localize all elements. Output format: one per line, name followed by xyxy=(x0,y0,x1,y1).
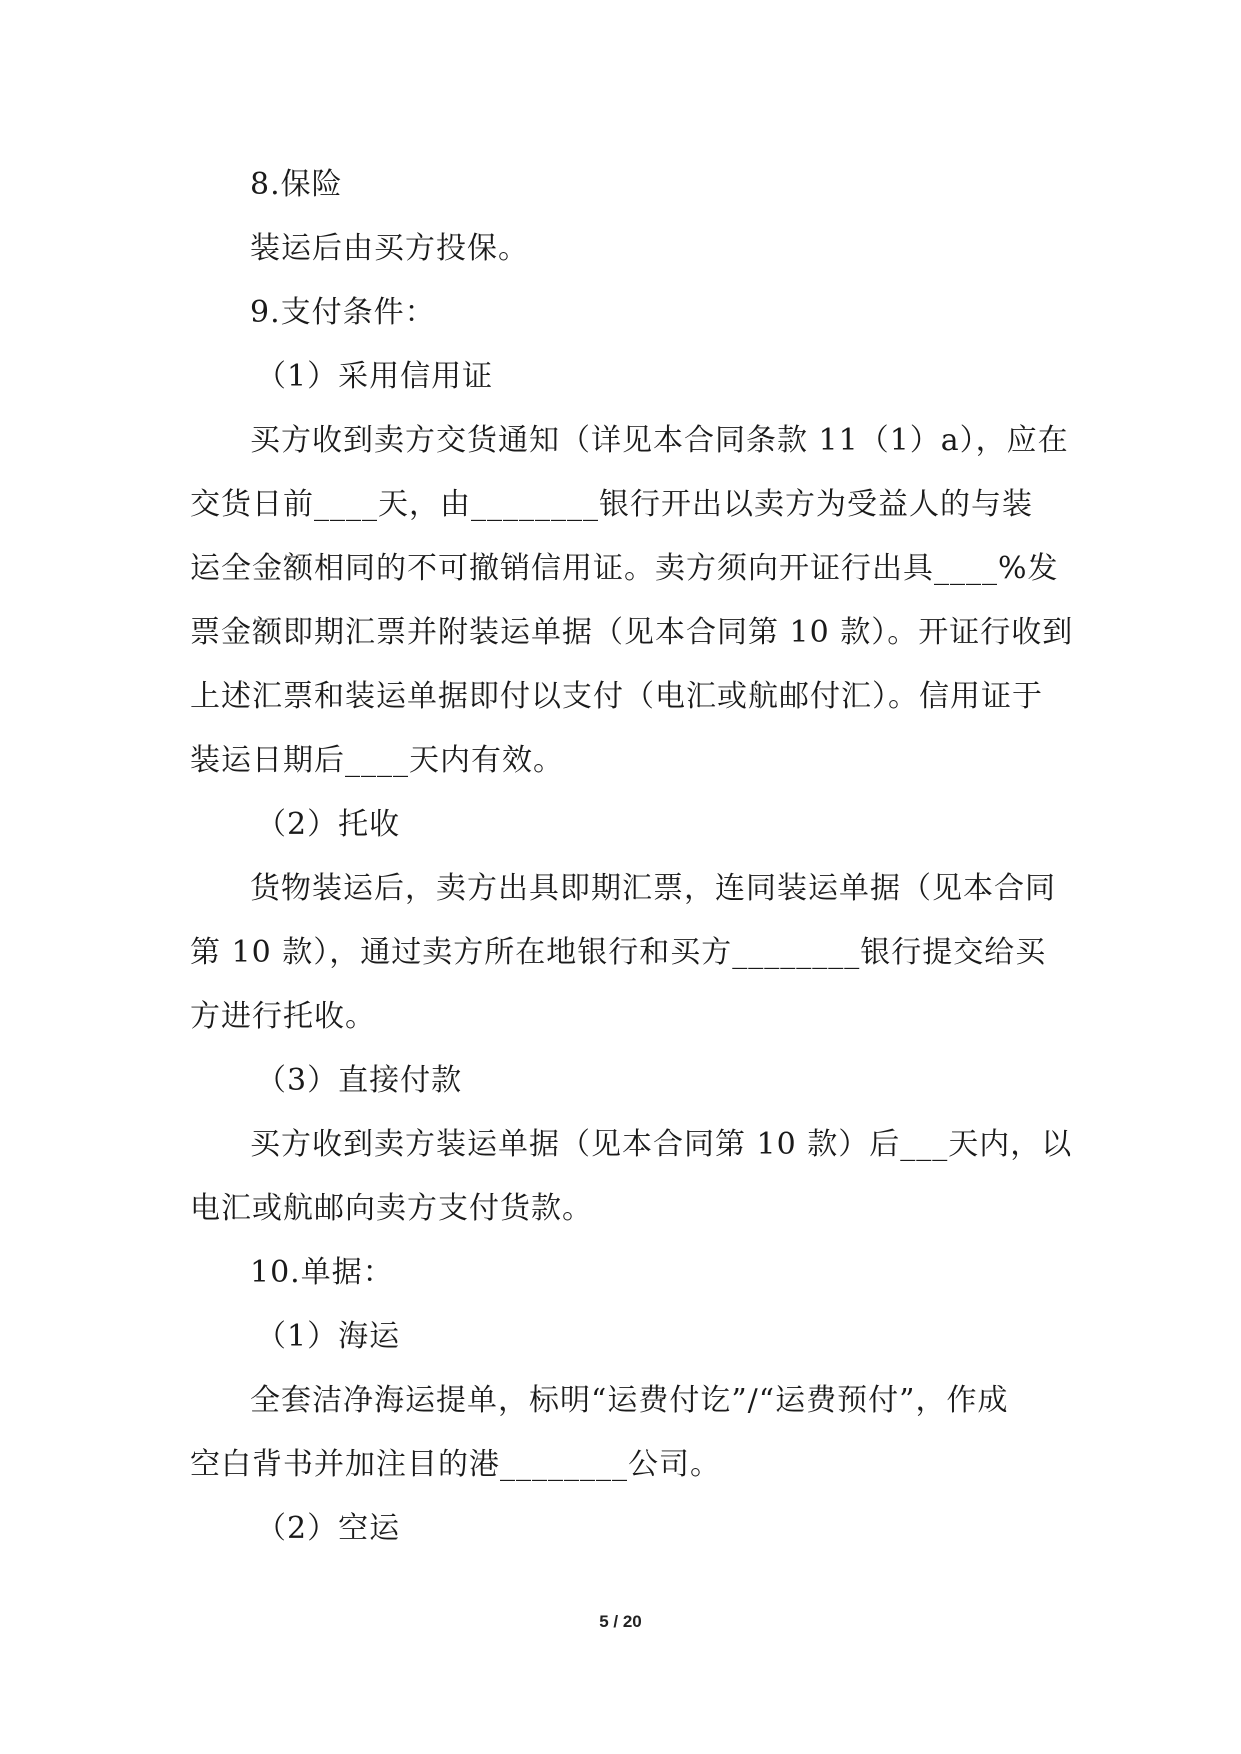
section-heading-documents: 10.单据： xyxy=(250,1255,394,1290)
paragraph-line: 装运日期后____天内有效。 xyxy=(190,743,564,778)
paragraph-line: 上述汇票和装运单据即付以支付（电汇或航邮付汇）。信用证于 xyxy=(190,679,1043,714)
subheading-air-transport: （2）空运 xyxy=(256,1511,401,1546)
paragraph-line: 全套洁净海运提单，标明“运费付讫”/“运费预付”，作成 xyxy=(250,1383,1009,1418)
paragraph-line: 运全金额相同的不可撤销信用证。卖方须向开证行出具____%发 xyxy=(190,551,1059,586)
paragraph-line: 电汇或航邮向卖方支付货款。 xyxy=(190,1191,593,1226)
subheading-direct-payment: （3）直接付款 xyxy=(256,1063,463,1098)
section-heading-insurance: 8.保险 xyxy=(250,167,343,202)
section-heading-payment-terms: 9.支付条件： xyxy=(250,295,436,330)
paragraph-line: 方进行托收。 xyxy=(190,999,376,1034)
paragraph-line: 装运后由买方投保。 xyxy=(250,231,529,266)
subheading-collection: （2）托收 xyxy=(256,807,401,842)
subheading-letter-of-credit: （1）采用信用证 xyxy=(256,359,494,394)
paragraph-line: 货物装运后，卖方出具即期汇票，连同装运单据（见本合同 xyxy=(250,871,1056,906)
page-number: 5 / 20 xyxy=(599,1612,642,1631)
document-body xyxy=(190,153,1074,1561)
paragraph-line: 票金额即期汇票并附装运单据（见本合同第 10 款）。开证行收到 xyxy=(190,615,1074,650)
paragraph-line: 第 10 款），通过卖方所在地银行和买方________银行提交给买 xyxy=(190,935,1047,970)
paragraph-line: 买方收到卖方装运单据（见本合同第 10 款）后___天内，以 xyxy=(250,1127,1073,1162)
subheading-sea-transport: （1）海运 xyxy=(256,1319,401,1354)
paragraph-line: 买方收到卖方交货通知（详见本合同条款 11（1）a），应在 xyxy=(250,423,1069,458)
paragraph-line: 交货日前____天，由________银行开出以卖方为受益人的与装 xyxy=(190,487,1033,522)
paragraph-line: 空白背书并加注目的港________公司。 xyxy=(190,1447,721,1482)
